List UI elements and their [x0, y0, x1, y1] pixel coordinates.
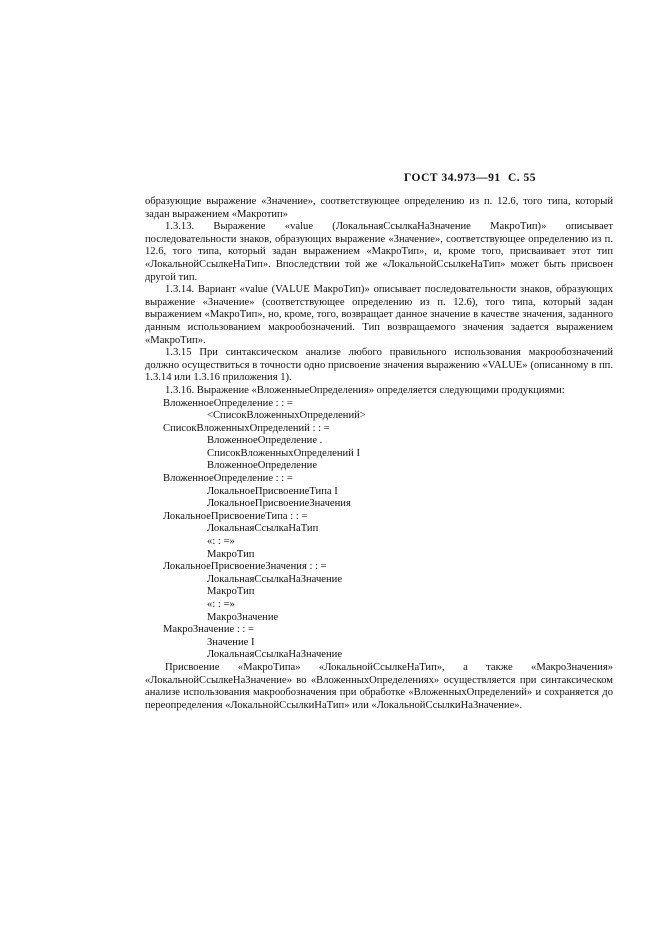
page-header: [400, 172, 536, 184]
production-body: ЛокальноеПрисвоениеЗначения: [207, 498, 351, 510]
production-body: ВложенноеОпределение: [207, 460, 318, 472]
grammar-productions: [145, 398, 613, 662]
production-head: ЛокальноеПрисвоениеТипа : : =: [163, 510, 308, 522]
page-number: С. 55: [507, 172, 537, 184]
paragraph-continuation: образующие выражение «Значение», соответствующее определению из п. 12.6, того типа, который задан выражением «Макротип»: [145, 196, 613, 220]
production-head: СписокВложенныхОпределений : : =: [163, 422, 330, 434]
production-body: <СписокВложенныхОпределений>: [207, 410, 366, 422]
production-body: МакроТип: [207, 548, 255, 560]
production-body: МакроЗначение: [207, 611, 279, 623]
paragraph-1-3-13: 1.3.13. Выражение «value (ЛокальнаяСсылкаНаЗначение МакроТип)» описывает последовательности знаков, образующих выражение «Значение», соответствующее определению из п. 12.6, того типа, который задан выражением «МакроТип», и, кроме того, присваивает этот тип «ЛокальнойСсылкеНаТип». Впоследствии той же «ЛокальнойСсылкеНаТип» может быть присвоен другой тип.: [145, 221, 613, 283]
production-body: ВложенноеОпределение .: [207, 435, 323, 447]
production-body: ЛокальнаяСсылкаНаЗначение: [207, 573, 343, 585]
closing-paragraph: Присвоение «МакроТипа» «ЛокальнойСсылкеНаТип», а также «МакроЗначения» «ЛокальнойСсылкеНаЗначение» во «ВложенныхОпределениях» осуществляется при синтаксическом анализе использования макрообозначения при обработке «ВложенныхОпределений» и сохраняется до переопределения «ЛокальнойСсылкиНаТип» или «ЛокальнойСсылкиНаЗначение».: [145, 661, 613, 711]
production-head: МакроЗначение : : =: [163, 624, 254, 636]
production-body: «: : =»: [207, 599, 235, 610]
production-body: ЛокальноеПрисвоениеТипа I: [207, 485, 338, 497]
paragraph-1-3-14: 1.3.14. Вариант «value (VALUE МакроТип)» описывает последовательности знаков, образующих выражение «Значение» (соответствующее определению из п. 12.6), того типа, который задан выражением «МакроТип», но, кроме, того, возвращает данное значение в качестве значения, заданного данным использованием макрообозначений. Тип возвращаемого значения задается выражением «МакроТип».: [145, 284, 613, 346]
paragraph-1-3-15: 1.3.15 При синтаксическом анализе любого правильного использования макрообозначений должно осуществиться в точности одно присвоение значения выражению «VALUE» (описанному в пп. 1.3.14 или 1.3.16 приложения 1).: [145, 347, 613, 384]
production-head: ВложенноеОпределение : : =: [163, 397, 293, 409]
production-body: Значение I: [207, 636, 255, 648]
production-body: ЛокальнаяСсылкаНаТип: [207, 523, 319, 535]
production-body: ЛокальнаяСсылкаНаЗначение: [207, 649, 343, 661]
production-head: ВложенноеОпределение : : =: [163, 473, 293, 485]
standard-number: ГОСТ 34.973—91: [404, 172, 501, 184]
production-body: МакроТип: [207, 586, 255, 598]
production-body: СписокВложенныхОпределений I: [207, 447, 361, 459]
production-body: «: : =»: [207, 536, 235, 548]
document-body: [145, 196, 613, 712]
paragraph-1-3-16: 1.3.16. Выражение «ВложенныеОпределения» определяется следующими продукциями:: [165, 384, 565, 396]
production-head: ЛокальноеПрисвоениеЗначения : : =: [163, 561, 327, 573]
